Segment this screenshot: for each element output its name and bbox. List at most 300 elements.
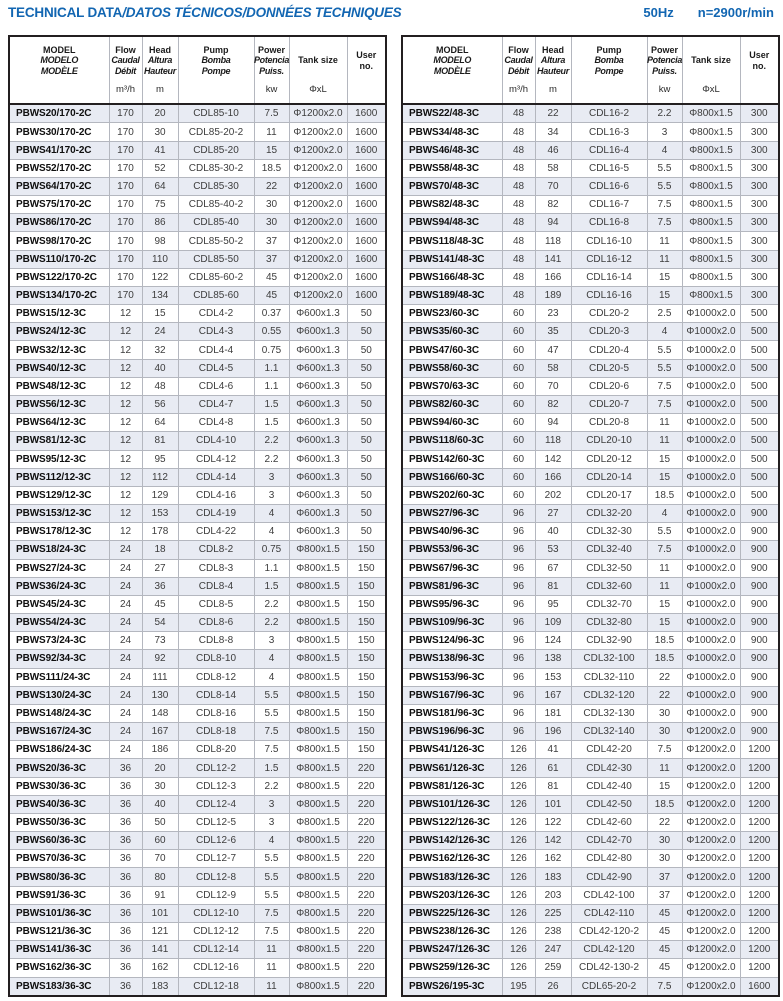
head-cell: 56	[142, 396, 178, 414]
flow-cell: 36	[109, 904, 142, 922]
flow-cell: 170	[109, 196, 142, 214]
flow-cell: 36	[109, 832, 142, 850]
head-cell: 52	[142, 159, 178, 177]
model-cell: PBWS189/48-3C	[402, 286, 502, 304]
tank-cell: Φ800x1.5	[289, 813, 347, 831]
power-cell: 5.5	[647, 341, 682, 359]
pump-cell: CDL8-3	[178, 559, 254, 577]
pump-cell: CDL4-7	[178, 396, 254, 414]
page-title-translations: /DATOS TÉCNICOS/DONNÉES TECHNIQUES	[122, 5, 402, 20]
head-cell: 247	[535, 941, 571, 959]
table-row	[9, 104, 386, 123]
power-cell: 15	[647, 777, 682, 795]
power-cell: 18.5	[647, 486, 682, 504]
table-row	[402, 305, 779, 323]
flow-cell: 36	[109, 886, 142, 904]
pump-cell: CDL12-12	[178, 922, 254, 940]
model-cell: PBWS118/48-3C	[402, 232, 502, 250]
table-row	[9, 196, 386, 214]
user-cell: 220	[347, 759, 386, 777]
model-cell: PBWS58/48-3C	[402, 159, 502, 177]
table-row	[402, 468, 779, 486]
power-cell: 5.5	[647, 523, 682, 541]
head-cell: 225	[535, 904, 571, 922]
pump-cell: CDL16-6	[571, 177, 647, 195]
flow-cell: 126	[502, 941, 535, 959]
tank-cell: Φ600x1.3	[289, 377, 347, 395]
model-cell: PBWS67/96-3C	[402, 559, 502, 577]
power-cell: 7.5	[647, 196, 682, 214]
table-row	[9, 595, 386, 613]
model-cell: PBWS73/24-3C	[9, 632, 109, 650]
head-cell: 64	[142, 177, 178, 195]
flow-cell: 12	[109, 468, 142, 486]
table-row	[402, 486, 779, 504]
user-cell: 50	[347, 432, 386, 450]
head-cell: 81	[142, 432, 178, 450]
user-cell: 1600	[347, 123, 386, 141]
pump-cell: CDL20-14	[571, 468, 647, 486]
model-cell: PBWS41/126-3C	[402, 741, 502, 759]
power-cell: 11	[254, 941, 289, 959]
flow-cell: 24	[109, 686, 142, 704]
pump-cell: CDL16-16	[571, 286, 647, 304]
tank-cell: Φ800x1.5	[289, 977, 347, 996]
pump-cell: CDL4-5	[178, 359, 254, 377]
model-cell: PBWS124/96-3C	[402, 632, 502, 650]
model-cell: PBWS45/24-3C	[9, 595, 109, 613]
table-row	[402, 904, 779, 922]
model-cell: PBWS81/126-3C	[402, 777, 502, 795]
head-cell: 75	[142, 196, 178, 214]
pump-cell: CDL4-3	[178, 323, 254, 341]
table-row	[9, 668, 386, 686]
flow-cell: 36	[109, 868, 142, 886]
pump-cell: CDL42-20	[571, 741, 647, 759]
model-cell: PBWS101/36-3C	[9, 904, 109, 922]
power-cell: 30	[254, 196, 289, 214]
table-row	[402, 559, 779, 577]
user-cell: 900	[740, 704, 779, 722]
power-cell: 45	[647, 904, 682, 922]
user-cell: 150	[347, 559, 386, 577]
model-cell: PBWS121/36-3C	[9, 922, 109, 940]
head-cell: 58	[535, 359, 571, 377]
head-cell: 181	[535, 704, 571, 722]
user-cell: 900	[740, 595, 779, 613]
tank-cell: Φ800x1.5	[289, 795, 347, 813]
pump-cell: CDL16-4	[571, 141, 647, 159]
table-row	[402, 141, 779, 159]
model-cell: PBWS60/36-3C	[9, 832, 109, 850]
power-cell: 18.5	[647, 650, 682, 668]
table-row	[402, 341, 779, 359]
user-cell: 900	[740, 523, 779, 541]
head-cell: 26	[535, 977, 571, 996]
flow-cell: 48	[502, 177, 535, 195]
user-cell: 1600	[347, 104, 386, 123]
user-cell: 1200	[740, 959, 779, 977]
tank-cell: Φ600x1.3	[289, 450, 347, 468]
flow-cell: 126	[502, 959, 535, 977]
tank-cell: Φ1200x2.0	[682, 795, 740, 813]
tank-cell: Φ800x1.5	[289, 922, 347, 940]
pump-cell: CDL20-8	[571, 414, 647, 432]
flow-cell: 48	[502, 268, 535, 286]
pump-cell: CDL85-30-2	[178, 159, 254, 177]
model-cell: PBWS166/48-3C	[402, 268, 502, 286]
model-cell: PBWS196/96-3C	[402, 723, 502, 741]
power-cell: 7.5	[254, 904, 289, 922]
user-cell: 1600	[347, 232, 386, 250]
model-cell: PBWS22/48-3C	[402, 104, 502, 123]
user-cell: 220	[347, 941, 386, 959]
tank-cell: Φ600x1.3	[289, 505, 347, 523]
tank-cell: Φ1000x2.0	[682, 541, 740, 559]
tank-cell: Φ1000x2.0	[682, 341, 740, 359]
tank-cell: Φ800x1.5	[289, 577, 347, 595]
pump-data-table-left	[8, 35, 387, 997]
tank-cell: Φ1000x2.0	[682, 632, 740, 650]
head-cell: 22	[535, 104, 571, 123]
head-cell: 86	[142, 214, 178, 232]
pump-cell: CDL42-110	[571, 904, 647, 922]
user-cell: 1200	[740, 795, 779, 813]
head-cell: 18	[142, 541, 178, 559]
head-cell: 110	[142, 250, 178, 268]
model-cell: PBWS20/170-2C	[9, 104, 109, 123]
flow-cell: 96	[502, 723, 535, 741]
user-cell: 50	[347, 505, 386, 523]
flow-cell: 96	[502, 541, 535, 559]
power-cell: 7.5	[254, 922, 289, 940]
tank-cell: Φ1200x2.0	[682, 904, 740, 922]
pump-cell: CDL85-30	[178, 177, 254, 195]
tank-cell: Φ1000x2.0	[682, 432, 740, 450]
model-cell: PBWS148/24-3C	[9, 704, 109, 722]
table-row	[9, 614, 386, 632]
flow-cell: 48	[502, 159, 535, 177]
flow-cell: 96	[502, 632, 535, 650]
flow-cell: 126	[502, 813, 535, 831]
head-cell: 101	[535, 795, 571, 813]
flow-cell: 48	[502, 141, 535, 159]
model-cell: PBWS23/60-3C	[402, 305, 502, 323]
model-cell: PBWS167/24-3C	[9, 723, 109, 741]
flow-cell: 12	[109, 432, 142, 450]
tank-cell: Φ800x1.5	[289, 850, 347, 868]
table-row	[9, 977, 386, 996]
flow-cell: 60	[502, 323, 535, 341]
pump-cell: CDL12-7	[178, 850, 254, 868]
flow-cell: 96	[502, 595, 535, 613]
pump-cell: CDL12-18	[178, 977, 254, 996]
tank-cell: Φ1200x2.0	[289, 123, 347, 141]
pump-cell: CDL85-40	[178, 214, 254, 232]
table-row	[402, 977, 779, 996]
pump-cell: CDL32-70	[571, 595, 647, 613]
table-row	[9, 886, 386, 904]
col-header-model: MODEL MODELO MODÈLE	[9, 36, 109, 104]
table-row	[402, 286, 779, 304]
user-cell: 1600	[347, 159, 386, 177]
pump-cell: CDL8-5	[178, 595, 254, 613]
power-cell: 11	[647, 577, 682, 595]
tank-cell: Φ800x1.5	[682, 286, 740, 304]
flow-cell: 96	[502, 668, 535, 686]
table-row	[402, 723, 779, 741]
tank-cell: Φ600x1.3	[289, 414, 347, 432]
user-cell: 1600	[347, 196, 386, 214]
table-row	[9, 523, 386, 541]
flow-cell: 48	[502, 286, 535, 304]
tank-cell: Φ1000x2.0	[682, 486, 740, 504]
model-cell: PBWS247/126-3C	[402, 941, 502, 959]
head-cell: 30	[142, 123, 178, 141]
head-cell: 81	[535, 777, 571, 795]
table-row	[402, 868, 779, 886]
head-cell: 122	[535, 813, 571, 831]
model-cell: PBWS41/170-2C	[9, 141, 109, 159]
user-cell: 300	[740, 268, 779, 286]
flow-cell: 36	[109, 850, 142, 868]
power-cell: 7.5	[647, 741, 682, 759]
power-cell: 11	[647, 759, 682, 777]
flow-cell: 24	[109, 723, 142, 741]
pump-cell: CDL8-20	[178, 741, 254, 759]
user-cell: 500	[740, 377, 779, 395]
tank-cell: Φ1200x2.0	[289, 177, 347, 195]
power-cell: 11	[647, 414, 682, 432]
tank-cell: Φ600x1.3	[289, 486, 347, 504]
power-cell: 22	[254, 177, 289, 195]
power-cell: 3	[254, 813, 289, 831]
table-row	[9, 941, 386, 959]
tank-cell: Φ1200x2.0	[682, 959, 740, 977]
table-row	[9, 577, 386, 595]
pump-cell: CDL32-40	[571, 541, 647, 559]
model-cell: PBWS64/170-2C	[9, 177, 109, 195]
user-cell: 300	[740, 250, 779, 268]
model-cell: PBWS129/12-3C	[9, 486, 109, 504]
table-row	[402, 577, 779, 595]
user-cell: 300	[740, 123, 779, 141]
user-cell: 900	[740, 577, 779, 595]
table-row	[9, 959, 386, 977]
tank-cell: Φ800x1.5	[682, 214, 740, 232]
flow-cell: 170	[109, 159, 142, 177]
pump-cell: CDL42-70	[571, 832, 647, 850]
flow-cell: 48	[502, 123, 535, 141]
power-cell: 7.5	[254, 741, 289, 759]
flow-cell: 12	[109, 523, 142, 541]
table-row	[402, 177, 779, 195]
user-cell: 1200	[740, 741, 779, 759]
table-row	[9, 686, 386, 704]
user-cell: 220	[347, 904, 386, 922]
power-cell: 2.2	[254, 450, 289, 468]
power-cell: 4	[647, 505, 682, 523]
table-row	[402, 704, 779, 722]
model-cell: PBWS81/12-3C	[9, 432, 109, 450]
user-cell: 220	[347, 922, 386, 940]
head-cell: 60	[142, 832, 178, 850]
table-row	[9, 250, 386, 268]
user-cell: 500	[740, 305, 779, 323]
table-row	[9, 123, 386, 141]
head-cell: 50	[142, 813, 178, 831]
table-row	[402, 450, 779, 468]
tank-cell: Φ800x1.5	[289, 886, 347, 904]
model-cell: PBWS40/36-3C	[9, 795, 109, 813]
head-cell: 46	[535, 141, 571, 159]
pump-cell: CDL16-3	[571, 123, 647, 141]
model-cell: PBWS70/36-3C	[9, 850, 109, 868]
power-cell: 1.1	[254, 359, 289, 377]
table-row	[9, 723, 386, 741]
tank-cell: Φ800x1.5	[289, 868, 347, 886]
flow-cell: 36	[109, 922, 142, 940]
flow-cell: 60	[502, 359, 535, 377]
head-cell: 162	[142, 959, 178, 977]
flow-cell: 195	[502, 977, 535, 996]
tank-cell: Φ800x1.5	[289, 595, 347, 613]
flow-cell: 170	[109, 268, 142, 286]
table-row	[9, 904, 386, 922]
power-cell: 0.37	[254, 305, 289, 323]
flow-cell: 60	[502, 341, 535, 359]
model-cell: PBWS238/126-3C	[402, 922, 502, 940]
head-cell: 101	[142, 904, 178, 922]
tank-cell: Φ1200x2.0	[682, 941, 740, 959]
pump-cell: CDL42-30	[571, 759, 647, 777]
model-cell: PBWS82/60-3C	[402, 396, 502, 414]
tank-cell: Φ800x1.5	[682, 177, 740, 195]
model-cell: PBWS18/24-3C	[9, 541, 109, 559]
power-cell: 15	[647, 614, 682, 632]
flow-cell: 48	[502, 214, 535, 232]
power-cell: 0.75	[254, 341, 289, 359]
head-cell: 124	[535, 632, 571, 650]
user-cell: 900	[740, 559, 779, 577]
power-cell: 4	[647, 141, 682, 159]
power-cell: 15	[254, 141, 289, 159]
user-cell: 300	[740, 232, 779, 250]
table-row	[9, 214, 386, 232]
table-row	[9, 795, 386, 813]
table-row	[402, 541, 779, 559]
model-cell: PBWS26/195-3C	[402, 977, 502, 996]
table-row	[402, 268, 779, 286]
flow-cell: 48	[502, 250, 535, 268]
head-cell: 118	[535, 232, 571, 250]
model-cell: PBWS34/48-3C	[402, 123, 502, 141]
flow-cell: 126	[502, 759, 535, 777]
user-cell: 50	[347, 323, 386, 341]
power-cell: 7.5	[647, 214, 682, 232]
tank-cell: Φ1200x2.0	[289, 141, 347, 159]
pump-cell: CDL8-8	[178, 632, 254, 650]
head-cell: 162	[535, 850, 571, 868]
model-cell: PBWS122/126-3C	[402, 813, 502, 831]
table-header	[9, 36, 386, 104]
pump-cell: CDL8-18	[178, 723, 254, 741]
tank-cell: Φ1000x2.0	[682, 396, 740, 414]
model-cell: PBWS153/12-3C	[9, 505, 109, 523]
flow-cell: 48	[502, 196, 535, 214]
table-row	[402, 650, 779, 668]
model-cell: PBWS15/12-3C	[9, 305, 109, 323]
tank-cell: Φ600x1.3	[289, 523, 347, 541]
flow-cell: 36	[109, 977, 142, 996]
power-cell: 37	[254, 250, 289, 268]
table-row	[402, 759, 779, 777]
tank-cell: Φ1200x2.0	[682, 759, 740, 777]
head-cell: 73	[142, 632, 178, 650]
model-cell: PBWS122/170-2C	[9, 268, 109, 286]
user-cell: 220	[347, 886, 386, 904]
model-cell: PBWS112/12-3C	[9, 468, 109, 486]
table-row	[402, 777, 779, 795]
power-cell: 30	[647, 704, 682, 722]
user-cell: 1200	[740, 904, 779, 922]
pump-cell: CDL12-4	[178, 795, 254, 813]
table-row	[402, 377, 779, 395]
head-cell: 141	[142, 941, 178, 959]
table-row	[402, 886, 779, 904]
pump-cell: CDL42-60	[571, 813, 647, 831]
pump-cell: CDL20-17	[571, 486, 647, 504]
flow-cell: 24	[109, 595, 142, 613]
user-cell: 1600	[347, 268, 386, 286]
user-cell: 1200	[740, 868, 779, 886]
power-cell: 7.5	[254, 723, 289, 741]
tank-cell: Φ1000x2.0	[682, 523, 740, 541]
power-cell: 0.75	[254, 541, 289, 559]
tank-cell: Φ800x1.5	[289, 559, 347, 577]
col-header-head: Head Altura Hauteur m	[142, 36, 178, 104]
pump-cell: CDL12-5	[178, 813, 254, 831]
flow-cell: 36	[109, 795, 142, 813]
user-cell: 900	[740, 686, 779, 704]
head-cell: 70	[535, 177, 571, 195]
tank-cell: Φ800x1.5	[289, 541, 347, 559]
model-cell: PBWS183/126-3C	[402, 868, 502, 886]
power-cell: 2.2	[647, 104, 682, 123]
tank-cell: Φ800x1.5	[289, 704, 347, 722]
pump-cell: CDL85-60-2	[178, 268, 254, 286]
flow-cell: 48	[502, 104, 535, 123]
model-cell: PBWS142/126-3C	[402, 832, 502, 850]
model-cell: PBWS101/126-3C	[402, 795, 502, 813]
tank-cell: Φ800x1.5	[682, 104, 740, 123]
pump-cell: CDL32-140	[571, 723, 647, 741]
model-cell: PBWS181/96-3C	[402, 704, 502, 722]
flow-cell: 96	[502, 559, 535, 577]
user-cell: 300	[740, 159, 779, 177]
model-cell: PBWS95/96-3C	[402, 595, 502, 613]
user-cell: 150	[347, 650, 386, 668]
model-cell: PBWS178/12-3C	[9, 523, 109, 541]
pump-cell: CDL32-20	[571, 505, 647, 523]
flow-cell: 170	[109, 232, 142, 250]
user-cell: 1200	[740, 832, 779, 850]
table-row	[9, 141, 386, 159]
flow-cell: 12	[109, 359, 142, 377]
flow-cell: 48	[502, 232, 535, 250]
head-cell: 196	[535, 723, 571, 741]
power-cell: 37	[647, 868, 682, 886]
